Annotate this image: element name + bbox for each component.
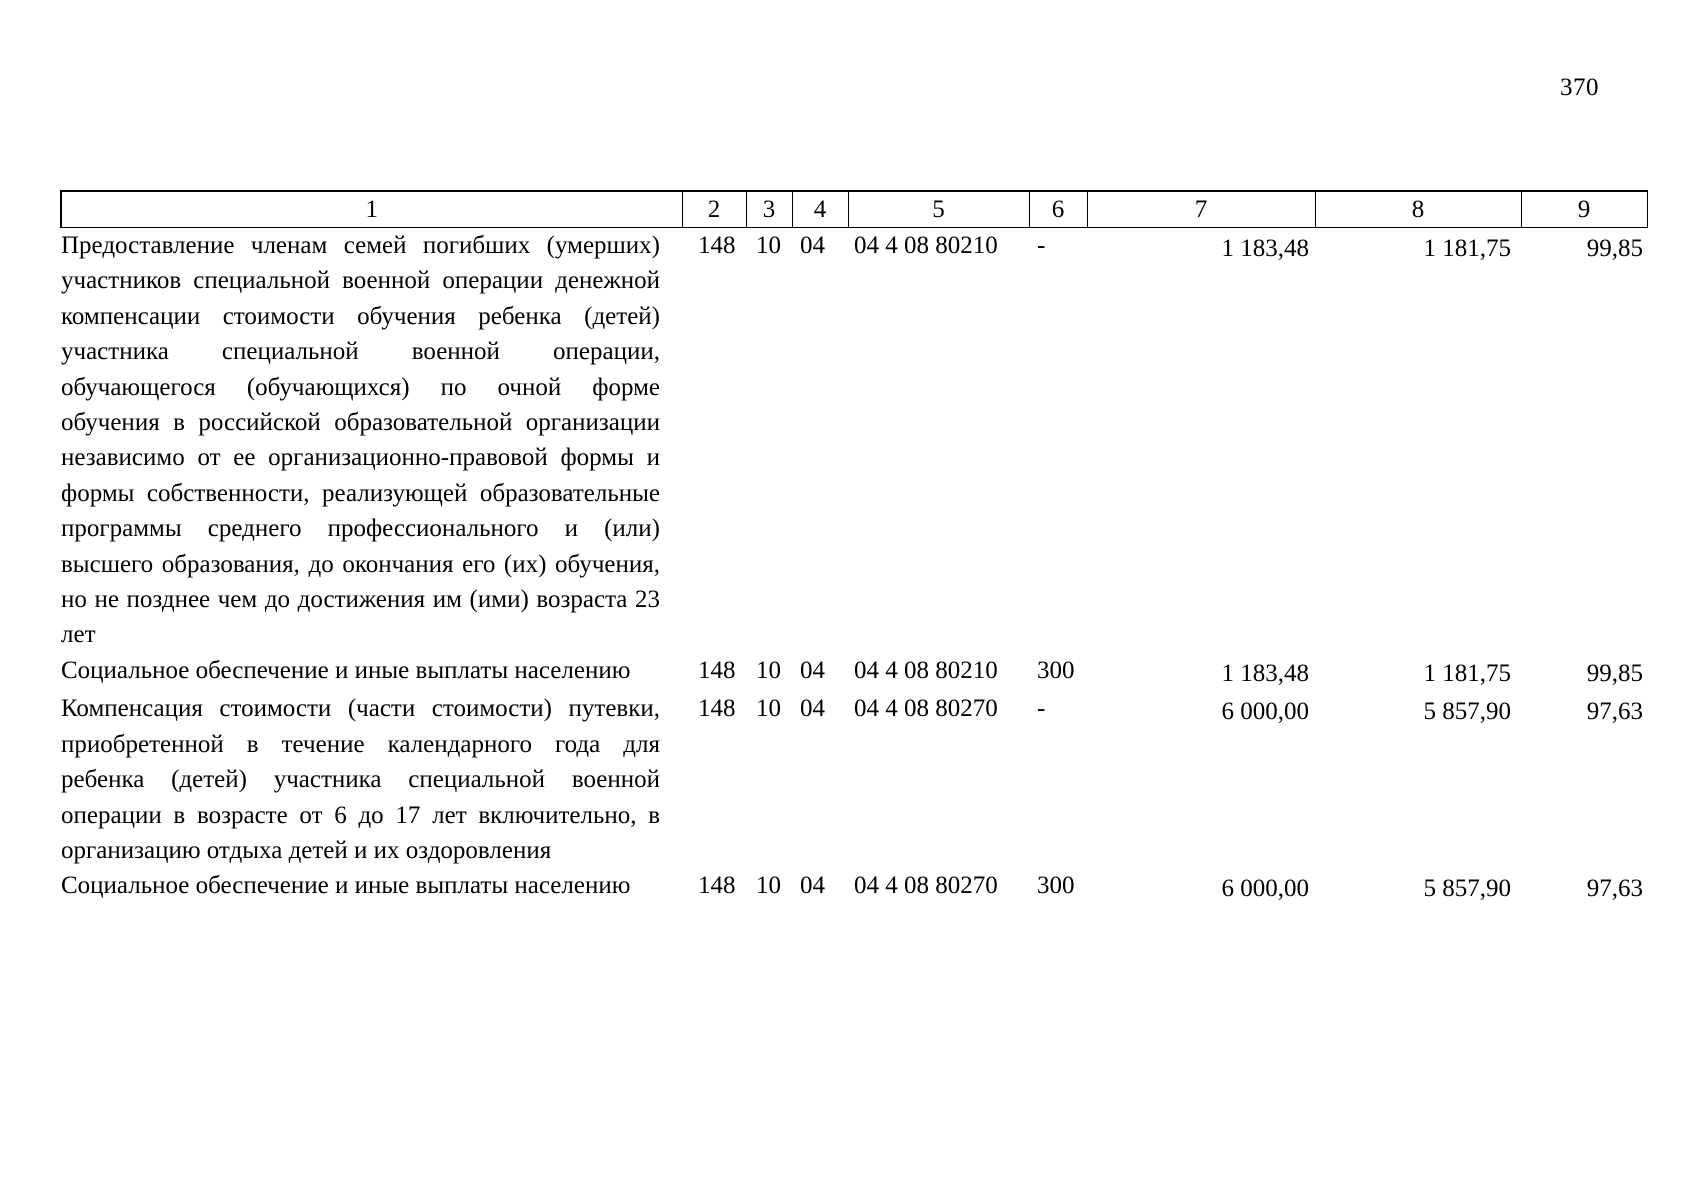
row-expense-type: 300 (1037, 656, 1075, 684)
row-subsection-code: 04 (800, 656, 825, 684)
row-planned-amount: 6 000,00 (1221, 875, 1309, 903)
row-target-code: 04 4 08 80270 (854, 872, 998, 900)
row-admin-code: 148 (698, 872, 736, 900)
row-description: Социальное обеспечение и иные выплаты населению (61, 872, 631, 900)
header-cell-3: 3 (746, 191, 792, 228)
row-subsection-code: 04 (800, 872, 825, 900)
header-cell-8: 8 (1315, 191, 1521, 228)
row-section-code: 10 (756, 872, 781, 900)
header-cell-7: 7 (1087, 191, 1315, 228)
row-section-code: 10 (756, 656, 781, 684)
row-planned-amount: 6 000,00 (1221, 698, 1309, 726)
table-row (61, 868, 1647, 906)
budget-table (60, 190, 1648, 907)
table-header (61, 191, 1647, 228)
table-row (61, 691, 1647, 868)
row-percent: 97,63 (1586, 698, 1643, 726)
row-percent: 97,63 (1586, 875, 1643, 903)
table-row (61, 653, 1647, 691)
row-percent: 99,85 (1586, 235, 1643, 262)
header-cell-2: 2 (682, 191, 746, 228)
table-body (61, 228, 1647, 907)
row-expense-type: - (1037, 695, 1046, 723)
row-actual-amount: 5 857,90 (1423, 698, 1511, 726)
row-target-code: 04 4 08 80210 (854, 656, 998, 684)
header-cell-5: 5 (848, 191, 1029, 228)
page-number: 370 (1560, 74, 1599, 101)
row-description: Компенсация стоимости (части стоимости) путевки, приобретенной в течение календарного года для ребенка (детей) участника специальной военной операции в возрасте от 6 до 17 лет включительно, в организацию отдыха детей и их оздоровления (61, 695, 660, 864)
row-expense-type: - (1037, 232, 1046, 259)
row-description: Предоставление членам семей погибших (умерших) участников специальной военной операции денежной компенсации стоимости обучения ребенка (детей) участника специальной военной операции, обучающегося (обучающихся) по очной форме обучения в российской образовательной организации независимо от ее организационно-правовой формы и формы собственности, реализующей образовательные программы среднего профессионального и (или) высшего образования, до окончания его (их) обучения, но не позднее чем до достижения им (ими) возраста 23 лет (61, 232, 660, 649)
row-actual-amount: 1 181,75 (1423, 659, 1511, 687)
row-section-code: 10 (756, 232, 781, 259)
row-target-code: 04 4 08 80210 (854, 232, 998, 259)
row-section-code: 10 (756, 695, 781, 723)
header-cell-1: 1 (61, 191, 682, 228)
row-planned-amount: 1 183,48 (1221, 235, 1309, 262)
header-cell-6: 6 (1029, 191, 1087, 228)
row-actual-amount: 5 857,90 (1423, 875, 1511, 903)
row-percent: 99,85 (1586, 659, 1643, 687)
header-cell-4: 4 (792, 191, 848, 228)
row-admin-code: 148 (698, 695, 736, 723)
row-admin-code: 148 (698, 656, 736, 684)
header-row (61, 191, 1647, 228)
row-description: Социальное обеспечение и иные выплаты населению (61, 656, 631, 684)
row-expense-type: 300 (1037, 872, 1075, 900)
row-subsection-code: 04 (800, 695, 825, 723)
row-actual-amount: 1 181,75 (1423, 235, 1511, 262)
row-planned-amount: 1 183,48 (1221, 659, 1309, 687)
row-target-code: 04 4 08 80270 (854, 695, 998, 723)
header-cell-9: 9 (1521, 191, 1647, 228)
row-admin-code: 148 (698, 232, 736, 259)
row-subsection-code: 04 (800, 232, 825, 259)
table-row (61, 228, 1647, 653)
